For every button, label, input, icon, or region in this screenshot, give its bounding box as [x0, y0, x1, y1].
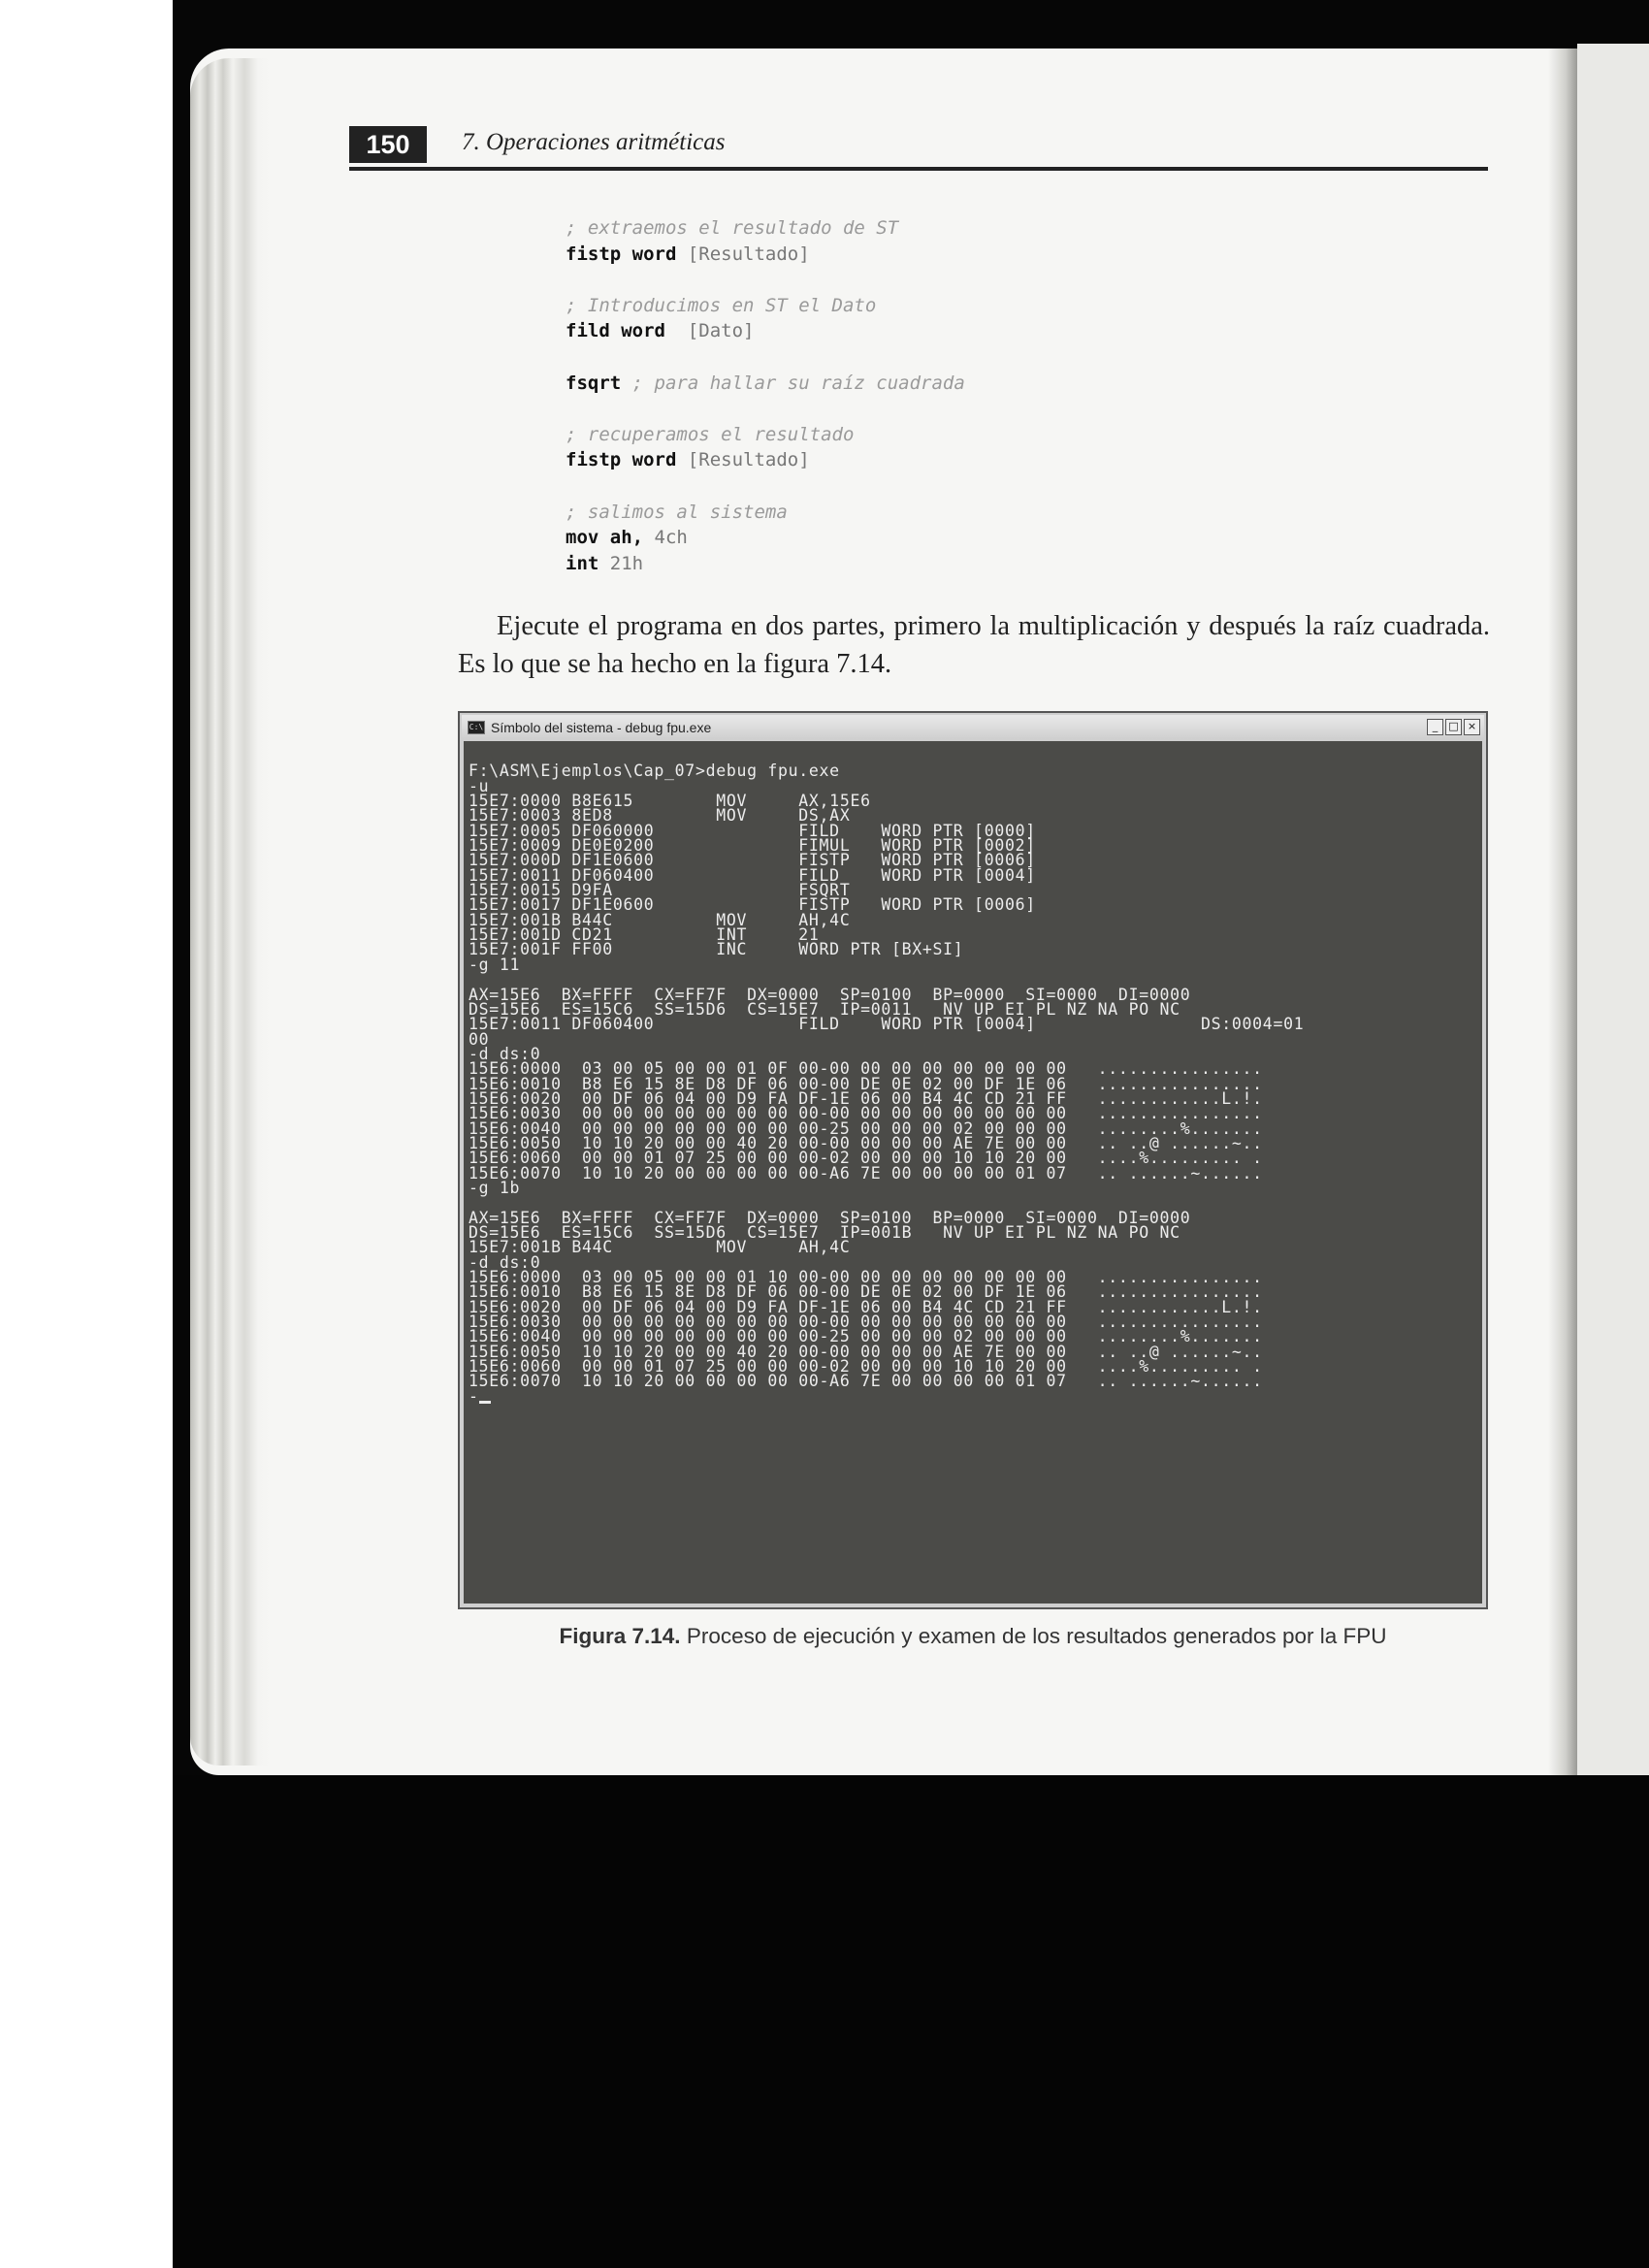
console-line: -g 11 — [469, 955, 521, 974]
console-line: -d ds:0 — [469, 1044, 541, 1063]
console-line: 15E7:0011 DF060400 FILD WORD PTR [0004] — [469, 865, 1036, 885]
code-line — [566, 551, 965, 577]
console-line: 15E6:0050 10 10 20 00 00 40 20 00-00 00 00 00 AE 7E 00 00 .. ..@ ......~.. — [469, 1133, 1263, 1152]
console-area — [464, 741, 1482, 1604]
console-line: AX=15E6 BX=FFFF CX=FF7F DX=0000 SP=0100 BP=0000 SI=0000 DI=0000 — [469, 985, 1191, 1004]
console-line: 15E7:0009 DE0E0200 FIMUL WORD PTR [0002] — [469, 836, 1036, 856]
console-line: 15E7:000D DF1E0600 FISTP WORD PTR [0006] — [469, 851, 1036, 870]
console-line: 15E7:0005 DF060000 FILD WORD PTR [0000] — [469, 821, 1036, 840]
chapter-title: 7. Operaciones aritméticas — [462, 129, 726, 155]
code-argument: 21h — [598, 552, 644, 574]
console-line: 15E6:0040 00 00 00 00 00 00 00 00-25 00 00 00 02 00 00 00 ........%....... — [469, 1327, 1263, 1346]
console-line: 15E7:001B B44C MOV AH,4C — [469, 910, 851, 929]
console-line: -u — [469, 776, 490, 795]
code-keyword: fild word — [566, 320, 665, 342]
maximize-icon[interactable]: □ — [1445, 719, 1462, 735]
console-line: 15E6:0010 B8 E6 15 8E D8 DF 06 00-00 DE 0E 02 00 DF 1E 06 ................ — [469, 1074, 1263, 1093]
code-line — [566, 242, 965, 268]
code-line — [566, 447, 965, 473]
console-line: 15E7:001B B44C MOV AH,4C — [469, 1238, 851, 1257]
console-line: 15E6:0020 00 DF 06 04 00 D9 FA DF-1E 06 00 B4 4C CD 21 FF ............L.!. — [469, 1297, 1263, 1316]
code-blank-line — [566, 267, 965, 293]
console-line: 15E7:0011 DF060400 FILD WORD PTR [0004] DS:0004=01 — [469, 1015, 1305, 1034]
facing-page-edge — [1577, 44, 1649, 1780]
code-comment: ; recuperamos el resultado — [566, 423, 855, 445]
code-comment: ; para hallar su raíz cuadrada — [621, 372, 965, 394]
code-line — [566, 293, 965, 319]
console-line: -d ds:0 — [469, 1252, 541, 1272]
console-line: 15E6:0060 00 00 01 07 25 00 00 00-02 00 00 00 10 10 20 00 ....%......... . — [469, 1149, 1263, 1168]
console-line: 15E6:0030 00 00 00 00 00 00 00 00-00 00 00 00 00 00 00 00 ................ — [469, 1312, 1263, 1332]
caption-text: Proceso de ejecución y examen de los resultados generados por la FPU — [680, 1624, 1387, 1648]
code-comment: ; salimos al sistema — [566, 501, 788, 523]
console-line: 15E6:0030 00 00 00 00 00 00 00 00-00 00 00 00 00 00 00 00 ................ — [469, 1104, 1263, 1123]
code-argument: 4ch — [643, 527, 688, 549]
console-line: 15E6:0040 00 00 00 00 00 00 00 00-25 00 00 00 02 00 00 00 ........%....... — [469, 1118, 1263, 1138]
code-line — [566, 422, 965, 448]
text-cursor — [479, 1401, 491, 1404]
console-line: 15E7:001F FF00 INC WORD PTR [BX+SI] — [469, 940, 964, 959]
window-controls — [1427, 719, 1480, 735]
console-line: 15E7:0015 D9FA FSQRT — [469, 881, 851, 900]
console-line: 15E6:0000 03 00 05 00 00 01 0F 00-00 00 00 00 00 00 00 00 ................ — [469, 1059, 1263, 1079]
code-keyword: int — [566, 552, 599, 574]
console-line: 15E7:0017 DF1E0600 FISTP WORD PTR [0006] — [469, 895, 1036, 915]
console-line: 15E6:0010 B8 E6 15 8E D8 DF 06 00-00 DE 0E 02 00 DF 1E 06 ................ — [469, 1282, 1263, 1302]
console-line: DS=15E6 ES=15C6 SS=15D6 CS=15E7 IP=001B NV UP EI PL NZ NA PO NC — [469, 1223, 1180, 1242]
console-line: 15E6:0050 10 10 20 00 00 40 20 00-00 00 00 00 AE 7E 00 00 .. ..@ ......~.. — [469, 1342, 1263, 1361]
console-line: AX=15E6 BX=FFFF CX=FF7F DX=0000 SP=0100 BP=0000 SI=0000 DI=0000 — [469, 1208, 1191, 1227]
window-titlebar — [462, 715, 1484, 739]
code-listing — [566, 215, 965, 576]
console-line: 15E6:0060 00 00 01 07 25 00 00 00-02 00 00 00 10 10 20 00 ....%......... . — [469, 1357, 1263, 1377]
console-line: DS=15E6 ES=15C6 SS=15D6 CS=15E7 IP=0011 NV UP EI PL NZ NA PO NC — [469, 999, 1180, 1019]
page-number: 150 — [349, 126, 427, 163]
code-blank-line — [566, 473, 965, 500]
book-gutter — [1548, 49, 1577, 1775]
page-stack-edges — [190, 58, 272, 1766]
console-line: F:\ASM\Ejemplos\Cap_07>debug fpu.exe — [469, 761, 840, 781]
code-line — [566, 525, 965, 551]
code-keyword: fsqrt — [566, 372, 622, 394]
code-argument: [Dato] — [664, 320, 755, 342]
console-line: 15E6:0020 00 DF 06 04 00 D9 FA DF-1E 06 00 B4 4C CD 21 FF ............L.!. — [469, 1088, 1263, 1108]
code-blank-line — [566, 396, 965, 422]
console-line: 15E6:0070 10 10 20 00 00 00 00 00-A6 7E 00 00 00 00 01 07 .. ......~...... — [469, 1372, 1263, 1391]
caption-label: Figura 7.14. — [559, 1624, 681, 1648]
code-argument: [Resultado] — [676, 449, 810, 471]
console-icon: C:\ — [468, 721, 485, 734]
scan-background-bottom — [173, 1775, 1649, 2268]
console-line: 15E7:001D CD21 INT 21 — [469, 925, 820, 945]
figure-caption — [458, 1624, 1488, 1649]
code-line — [566, 371, 965, 397]
figure-window-screenshot — [458, 711, 1488, 1609]
code-argument: [Resultado] — [676, 243, 810, 265]
code-comment: ; Introducimos en ST el Dato — [566, 294, 877, 316]
body-paragraph: Ejecute el programa en dos partes, primero la multiplicación y después la raíz cuadrada. Es lo que se ha hecho en la figura 7.14. — [458, 611, 1490, 679]
scan-margin — [0, 0, 173, 2268]
console-line: -g 1b — [469, 1178, 521, 1197]
code-line — [566, 215, 965, 242]
code-line — [566, 500, 965, 526]
console-line: - — [469, 1389, 1304, 1404]
console-line: 15E6:0000 03 00 05 00 00 01 10 00-00 00 00 00 00 00 00 00 ................ — [469, 1268, 1263, 1287]
code-keyword: fistp word — [566, 449, 677, 471]
code-blank-line — [566, 344, 965, 371]
console-line: 15E6:0070 10 10 20 00 00 00 00 00-A6 7E 00 00 00 00 01 07 .. ......~...... — [469, 1163, 1263, 1183]
code-keyword: fistp word — [566, 243, 677, 265]
console-line: 15E7:0000 B8E615 MOV AX,15E6 — [469, 792, 871, 811]
close-icon[interactable]: × — [1464, 719, 1480, 735]
code-keyword: mov ah, — [566, 527, 644, 549]
code-comment: ; extraemos el resultado de ST — [566, 217, 899, 239]
window-title: Símbolo del sistema - debug fpu.exe — [491, 719, 712, 735]
code-line — [566, 318, 965, 344]
console-line: 15E7:0003 8ED8 MOV DS,AX — [469, 806, 851, 826]
console-output — [469, 749, 1304, 1404]
minimize-icon[interactable]: _ — [1427, 719, 1443, 735]
header-rule — [349, 167, 1488, 171]
console-line: 00 — [469, 1029, 490, 1049]
